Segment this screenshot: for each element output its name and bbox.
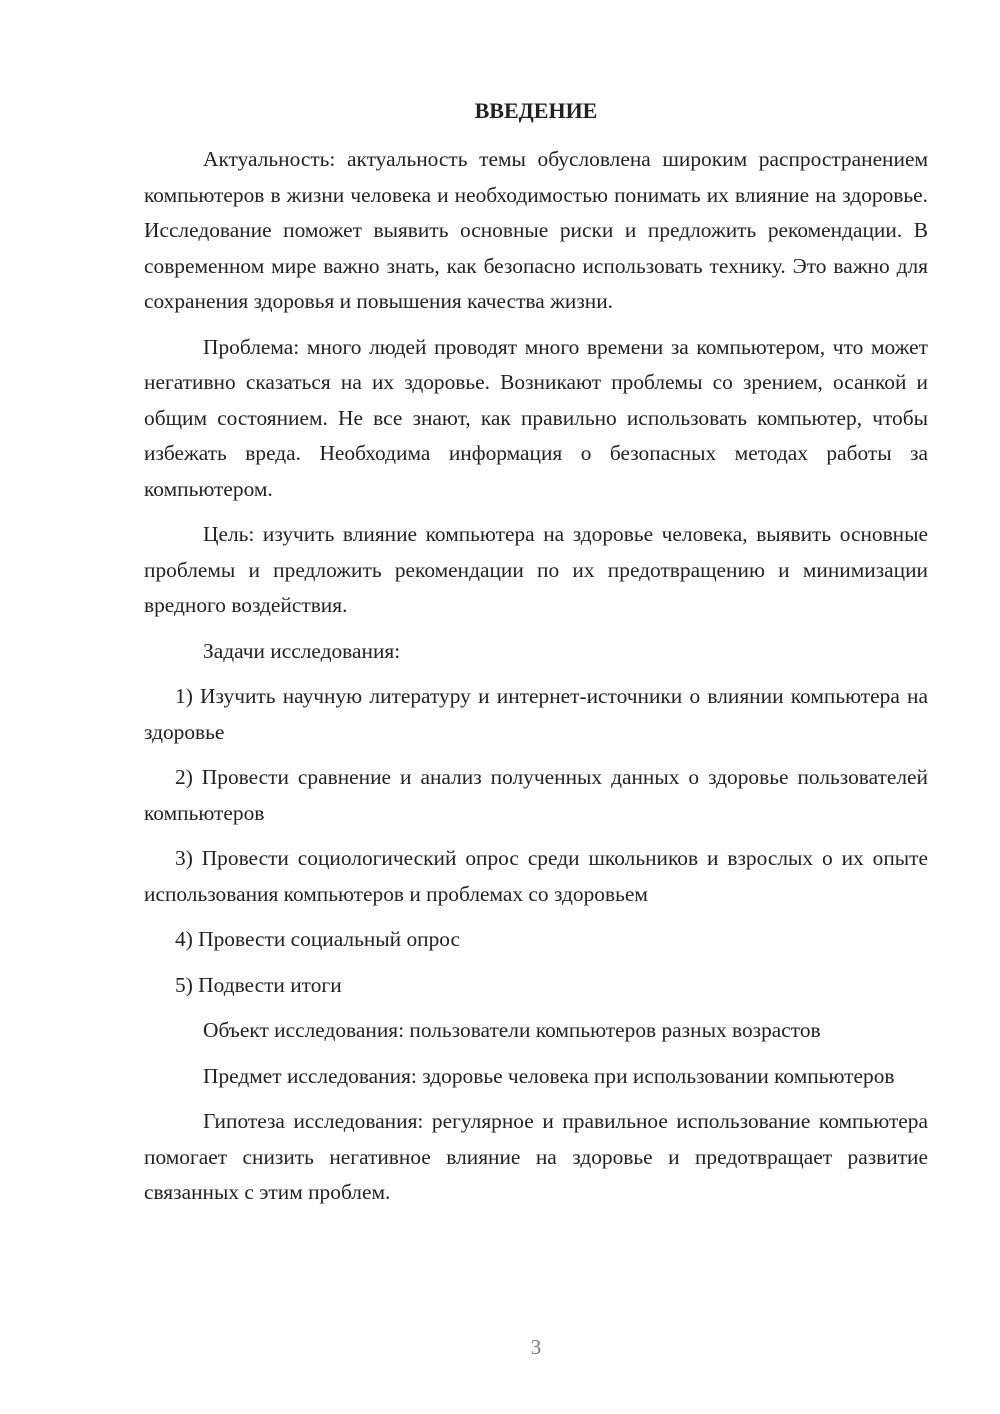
tasks-heading: Задачи исследования:: [203, 638, 401, 663]
task-item-5: 5) Подвести итоги: [175, 972, 342, 997]
problem-paragraph: Проблема: много людей проводят много времени за компьютером, что может негативно сказаться на их здоровье. Возникают проблемы со зрением, осанкой и общим состоянием. Не все знают, как правильно использовать компьютер, чтобы избежать вреда. Необходима информация о безопасных методах работы за компьютером.: [144, 334, 928, 501]
task-item-2: 2) Провести сравнение и анализ полученных данных о здоровье пользователей компьютеров: [144, 765, 928, 825]
task-item-1: 1) Изучить научную литературу и интернет-источники о влиянии компьютера на здоровье: [144, 684, 928, 744]
page-title: ВВЕДЕНИЕ: [474, 98, 598, 123]
relevance-paragraph: Актуальность: актуальность темы обусловлена широким распространением компьютеров в жизни человека и необходимостью понимать их влияние на здоровье. Исследование поможет выявить основные риски и предложить рекомендации. В современном мире важно знать, как безопасно использовать технику. Это важно для сохранения здоровья и повышения качества жизни.: [144, 147, 928, 313]
task-item-3: 3) Провести социологический опрос среди школьников и взрослых о их опыте использования компьютеров и проблемах со здоровьем: [144, 846, 928, 906]
body-text: [144, 142, 928, 1221]
hypothesis-paragraph: Гипотеза исследования: регулярное и правильное использование компьютера помогает снизить негативное влияние на здоровье и предотвращает развитие связанных с этим проблем.: [144, 1109, 928, 1204]
page-number: 3: [530, 1335, 542, 1359]
goal-paragraph: Цель: изучить влияние компьютера на здоровье человека, выявить основные проблемы и предложить рекомендации по их предотвращению и минимизации вредного воздействия.: [144, 522, 928, 617]
object-paragraph: Объект исследования: пользователи компьютеров разных возрастов: [203, 1018, 821, 1042]
task-item-4: 4) Провести социальный опрос: [175, 927, 461, 951]
subject-paragraph: Предмет исследования: здоровье человека при использовании компьютеров: [203, 1063, 895, 1088]
